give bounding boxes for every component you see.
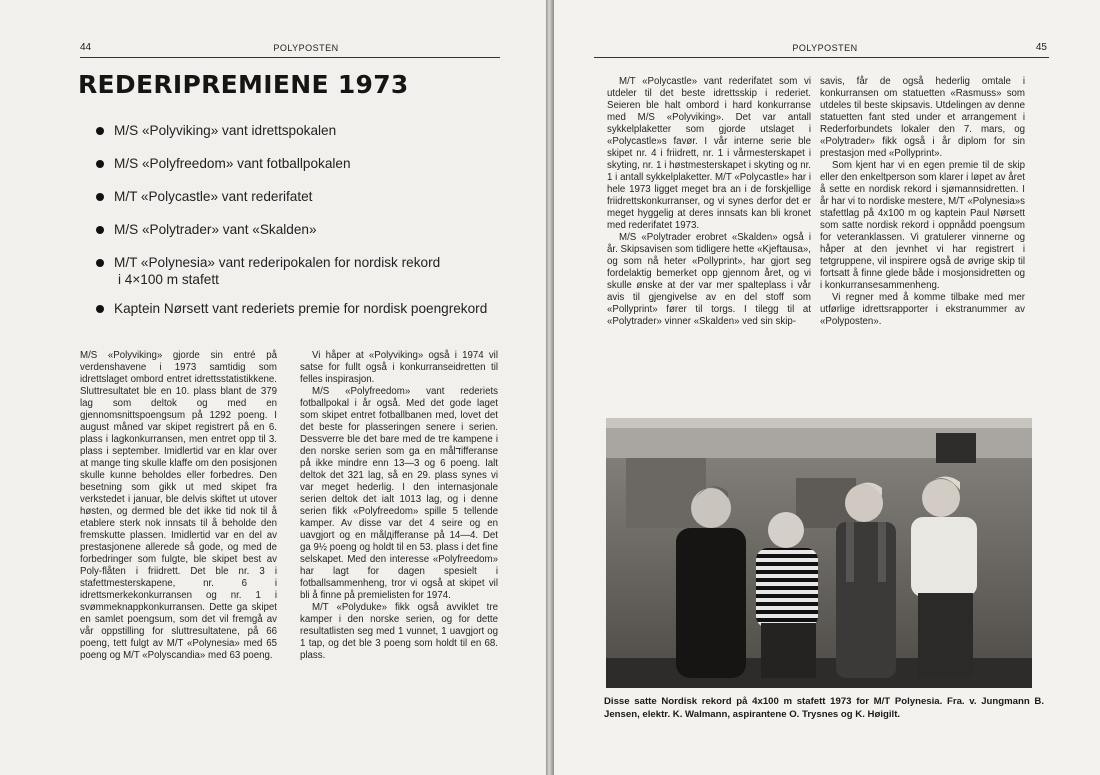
team-photo [606,418,1032,688]
award-item [96,188,536,205]
paragraph: Vi regner med å komme tilbake med mer utførlige idrettsrapporter i ekstranummer av «Polyposten». [820,292,1025,327]
page-number: 44 [80,42,92,53]
text-column-1 [607,76,811,328]
header-rule [80,57,500,58]
award-item [96,221,536,238]
award-item [96,122,536,139]
right-page [554,0,1100,775]
bullet-icon [96,305,104,313]
bullet-icon [96,226,104,234]
photo-caption: Disse satte Nordisk rekord på 4x100 m stafett 1973 for M/T Polynesia. Fra. v. Jungmann B. Jensen, elektr. K. Walmann, aspirantene O. Trysnes og K. Høigilt. [604,696,1044,720]
running-title: POLYPOSTEN [273,43,339,53]
paragraph: Som kjent har vi en egen premie til de skip eller den enkeltperson som klarer i løpet av året å sette en nordisk rekord i sjømannsidretten. I år har vi to nordiske mestere, M/T «Polynesia»s stafettlag på 4x100 m og kaptein Paul Nørsett som satte nordisk rekord i oppnådd poengsum for veteranklassen. Vi gratulerer vinnerne og håper at den jevnhet vi har registrert i tetgruppene, vil inspirere også de øvrige skip til fortsatt å finne glede både i mosjonsidretten og i konkurransesammenheng. [820,160,1025,291]
paragraph: M/S «Polyviking» gjorde sin entré på verdenshavene i 1973 samtidig som idrettslaget ombord entret idrettsstatistikkene. Sluttresultatet ble en 10. plass blant de 379 lag som deltok og med en gjennomsnittspoengsum på 1292 poeng. I august måned var skipet registrert på en 6. plass i lagkonkurransen, men entret opp til 3. plass i september. Imidlertid var en klar over at mange ting skulle klaffe om den posisjonen skulle kunne beholdes eller forbedres. Den besetning som gikk ut med skipet fra verkstedet i januar, ble delvis skiftet ut utover høsten, og dermed ble det ikke tid nok til å etablere sterk nok innsats til å beholde den fremskutte plassen. Imidlertid var en del av prestasjonene allerede så gode, og med de forbedringer som fulgte, ble skipet best av Poly-flåten i friidrett. Det ble nr. 3 i stafettmesterskapene, nr. 6 i idrettsmerkekonkurransen og nr. 1 i svømmeknappkonkurransen. Dette ga skipet en samlet poengsum, som det vil fremgå av vår oppstilling for sluttresultatene, på 66 poeng, tett fulgt av M/T «Polynesia» med 65 poeng og M/T «Polyscandia» med 63 poeng. [80,350,277,661]
award-text: M/T «Polynesia» vant rederipokalen for nordisk rekord [114,255,441,270]
running-title: POLYPOSTEN [792,43,858,53]
award-item [96,254,536,288]
paragraph: savis, får de også hederlig omtale i konkurransen om statuetten «Rasmuss» som utdeles til beste skipsavis. Utdelingen av denne statuetten fant sted under et arrangement i Rederforbundets lokaler den 7. mars, og «Polytrader» fikk også i år diplom for sin prestasjon med «Pollyprint». [820,76,1025,159]
award-list [96,122,536,317]
text-column-2 [300,350,498,662]
award-text: M/S «Polyviking» vant idrettspokalen [114,123,337,138]
article-headline: REDERIPREMIENE 1973 [78,70,409,99]
left-page [0,0,546,775]
award-text-continued: i 4×100 m stafett [118,272,219,287]
paragraph: Vi håper at «Polyviking» også i 1974 vil satse for fullt også i konkurranseidretten til felles inspirasjon. [300,350,498,385]
text-column-1 [80,350,277,662]
page-number: 45 [1035,42,1047,53]
header-rule [594,57,1049,58]
bullet-icon [96,193,104,201]
bullet-icon [96,160,104,168]
award-item [96,300,536,317]
text-column-2 [820,76,1025,328]
award-text: Kaptein Nørsett vant rederiets premie for nordisk poengrekord [114,301,488,316]
bullet-icon [96,259,104,267]
paragraph: M/T «Polyduke» fikk også avviklet tre kamper i den norske serien, og for dette resultatlisten seg med 1 vunnet, 1 uavgjort og 1 tap, og det ble 3 poeng som holdt til en 68. plass. [300,602,498,661]
paragraph: M/T «Polycastle» vant rederifatet som vi utdeler til det beste idrettsskip i rederiet. Seieren ble halt ombord i hard konkurranse med M/S «Polyviking». Det var antall sykkelplaketter som gjorde utslaget i «Polycastle»s favør. I vår interne serie ble skipet nr. 4 i friidrett, nr. 1 i vårmesterskapet i skyting, nr. 1 i høstmesterskapet i skyting og nr. 1 i antall sykkelplaketter. M/T «Polycastle» har i hele 1973 ligget meget bra an i de forskjellige friidrettskonkurranser, og vi synes derfor det er meget hyggelig at deres innsats kan bli kronet med rederifatet 1973. [607,76,811,231]
paragraph: M/S «Polyfreedom» vant rederiets fotballpokal i år også. Med det gode laget som skipet entret fotballbanen med, lovet det det beste for plasseringen senere i serien. Dessverre ble det bare med de tre kampene i den norske serien som ga en målדifferanse på ikke mindre enn 13—3 og 6 poeng. Ialt deltok det 321 lag, så en 29. plass synes vi var meget hederlig. I den internasjonale serien deltok det ialt 1013 lag, og i denne serien fikk «Polyfreedom» spille 5 tellende kamper. Av disse var det 4 seire og en uavgjort og en målдifferanse på 14—4. Det ga 9½ poeng og holdt til en 53. plass i det fine selskapet. Med den interesse «Polyfreedom» har lagt for dagen spesielt i fotballsammenheng, tror vi også at skipet vil bli å finne på premielisten for 1974. [300,386,498,601]
award-text: M/S «Polyfreedom» vant fotballpokalen [114,156,351,171]
award-text: M/T «Polycastle» vant rederifatet [114,189,313,204]
award-text: M/S «Polytrader» vant «Skalden» [114,222,317,237]
photo-image [606,418,1032,688]
bullet-icon [96,127,104,135]
paragraph: M/S «Polytrader erobret «Skalden» også i år. Skipsavisen som tidligere hette «Kjeftausa», og som nå heter «Pollyprint», har gjort seg fordelaktig bemerket opp gjennom året, og vi skulle ønske at der var mer spalteplass i vår avis til gjengivelse av en del stoff som «Pollyprint» fører til torgs. I tilegg til at «Polytrader» vinner «Skalden» ved sin skip- [607,232,811,327]
award-item [96,155,536,172]
book-gutter [546,0,554,775]
